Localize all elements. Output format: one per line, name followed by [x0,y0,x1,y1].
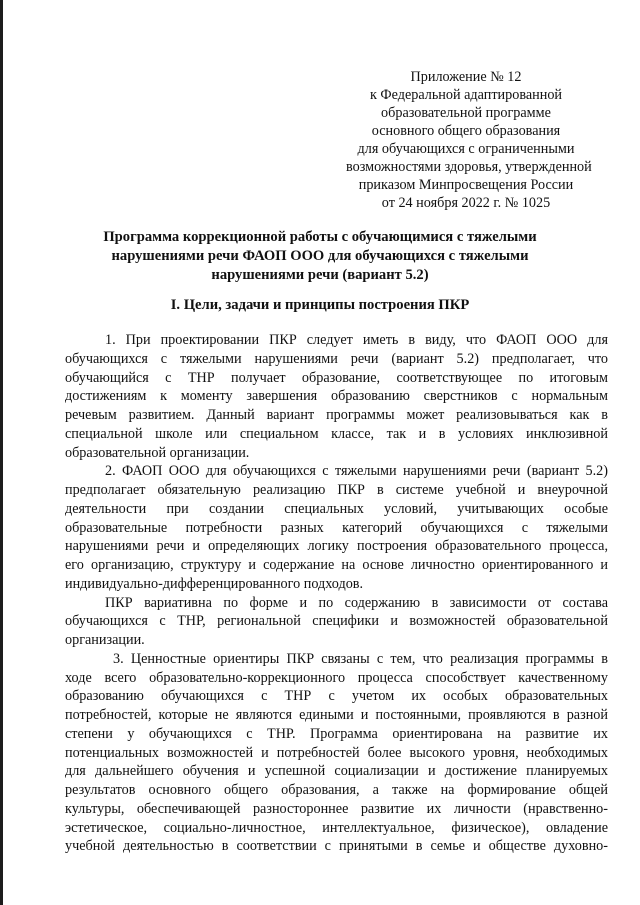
body-line: образовательные потребности разных категорий обучающихся с тяжелыми [65,519,608,536]
body-line: 1. При проектировании ПКР следует иметь в виду, что ФАОП ООО для [105,332,608,348]
scan-edge [0,0,3,905]
body-line: речевым развитием. Данный вариант программы может реализовываться как в [65,407,608,423]
appendix-line: для обучающихся с ограниченными [357,141,575,157]
body-line: 2. ФАОП ООО для обучающихся с тяжелыми нарушениями речи (вариант 5.2) [105,463,608,480]
document-body [65,331,608,856]
appendix-line: возможностями здоровья, утвержденной [346,159,592,175]
body-line: результатов основного общего образования, а также на формирование общей [65,782,608,798]
body-line: достижениям к моменту завершения образованию сверстников с нормальным [65,388,608,405]
paragraph-3 [65,594,608,650]
appendix-line: от 24 ноября 2022 г. № 1025 [381,195,551,211]
paragraph-4 [65,650,608,856]
appendix-header [346,68,592,212]
section-heading: I. Цели, задачи и принципы построения ПКР [170,297,470,313]
body-line: культуры, обеспечивающей разностороннее развитие их личности (нравственно- [65,800,608,817]
appendix-line: основного общего образования [371,123,561,139]
appendix-line: образовательной программе [381,105,551,121]
body-line: индивидуально-дифференцированного подходов. [65,575,364,592]
body-line: потребностей, которые не являются едиными и постоянными, проявляются в разной [65,707,608,723]
body-line: обучающийся с ТНР получает образование, соответствующее по итоговым [65,369,608,386]
body-line: деятельности при создании специальных условий, учитывающих особые [65,500,608,517]
appendix-line: к Федеральной адаптированной [369,87,563,103]
body-line: нарушениями речи и определяющих логику построения образовательного процесса, [65,538,608,555]
body-line: образовательной организации. [65,444,250,461]
appendix-line: Приложение № 12 [410,69,522,85]
appendix-line: приказом Минпросвещения России [358,177,574,193]
body-line: учебной деятельностью в соответствии с принятыми в семье и обществе духовно- [65,838,608,855]
body-line: организации. [65,632,145,648]
body-line: обучающихся с тяжелыми нарушениями речи (вариант 5.2) предполагает, что [65,350,608,367]
body-line: образованию обучающихся с ТНР с учетом их особых образовательных [65,688,608,705]
body-line: предполагает обязательную реализацию ПКР в системе учебной и внеурочной [65,482,608,498]
title-line: нарушениями речи ФАОП ООО для обучающихся с тяжелыми [111,248,529,264]
body-line: для дальнейшего обучения и успешной социализации и достижение планируемых [65,763,608,780]
paragraph-2 [65,462,608,593]
body-line: потенциальных возможностей и потребностей более высокого уровня, необходимых [65,744,608,761]
body-line: его организацию, структуру и содержание на основе личностно ориентированного и [65,557,608,573]
paragraph-1 [65,331,608,462]
body-line: 3. Ценностные ориентиры ПКР связаны с тем, что реализация программы в [113,650,608,667]
body-line: обучающихся с ТНР, региональной специфики и возможностей образовательной [65,613,608,630]
title-line: Программа коррекционной работы с обучающимися с тяжелыми [103,229,537,245]
body-line: степени у обучающихся с ТНР. Программа ориентирована на развитие их [65,725,608,742]
body-line: эстетическое, социально-личностное, интеллектуальное, физическое), овладение [65,819,608,836]
body-line: специальной школе или специальном классе, так и в условиях инклюзивной [65,425,608,442]
body-line: ходе всего образовательно-коррекционного процесса способствует качественному [65,669,608,686]
body-line: ПКР вариативна по форме и по содержанию в зависимости от состава [105,594,608,611]
document-title [60,228,580,285]
title-line: нарушениями речи (вариант 5.2) [211,267,429,283]
